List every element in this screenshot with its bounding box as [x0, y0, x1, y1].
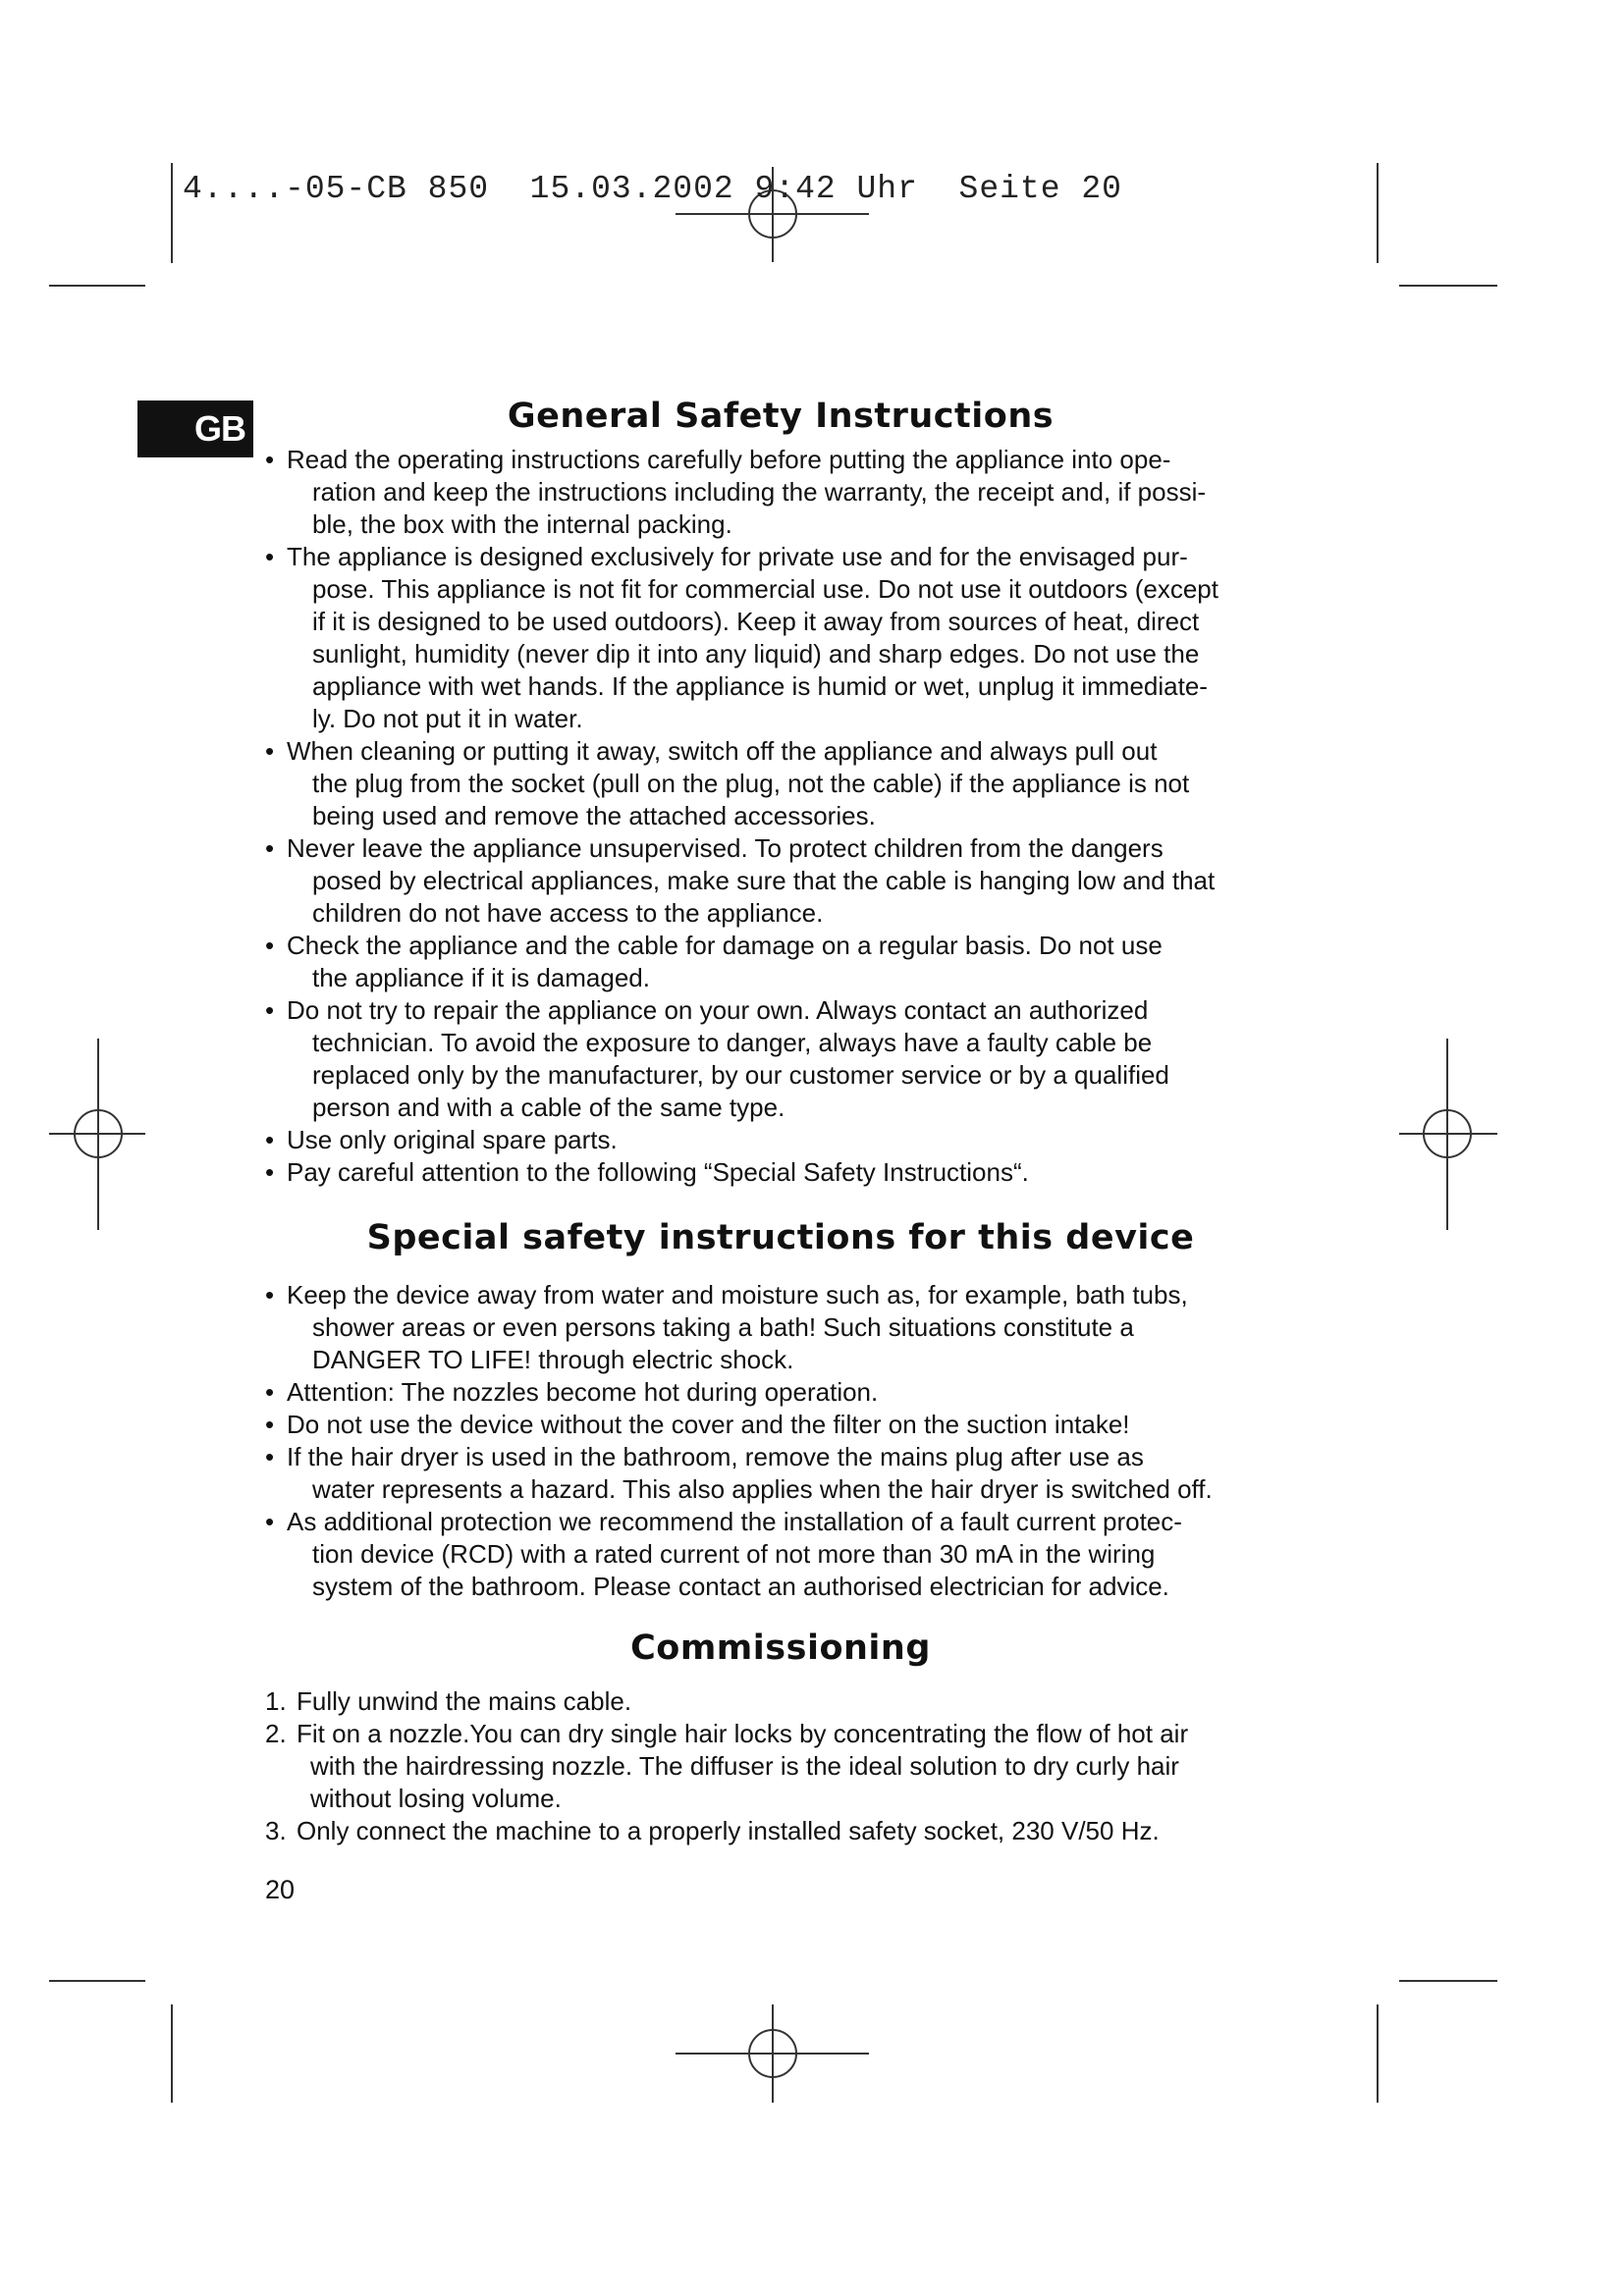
bullet-icon: • — [265, 542, 275, 571]
language-tab: GB — [137, 400, 253, 457]
registration-mark-left — [49, 1039, 145, 1230]
list-item — [265, 1409, 1296, 1441]
item-first-line: Never leave the appliance unsupervised. To protect children from the dangers — [287, 833, 1164, 863]
bullet-icon: • — [265, 1410, 275, 1439]
item-first-line: Use only original spare parts. — [287, 1125, 618, 1154]
item-first-line: Only connect the machine to a properly installed safety socket, 230 V/50 Hz. — [297, 1816, 1160, 1845]
item-first-line: Do not try to repair the appliance on your own. Always contact an authorized — [287, 995, 1149, 1025]
list-item — [265, 1506, 1296, 1603]
list-item — [265, 1376, 1296, 1409]
item-first-line: As additional protection we recommend the installation of a fault current protec- — [287, 1507, 1182, 1536]
step-number: 3. — [265, 1816, 287, 1845]
list-item — [265, 994, 1296, 1124]
list-item — [265, 541, 1296, 735]
list-item — [265, 444, 1296, 541]
item-continuation: posed by electrical appliances, make sure that the cable is hanging low and that children do not have access to the appliance. — [312, 866, 1216, 928]
item-first-line: If the hair dryer is used in the bathroom, remove the mains plug after use as — [287, 1442, 1144, 1471]
special-safety-list — [265, 1279, 1296, 1603]
item-continuation: technician. To avoid the exposure to danger, always have a faulty cable be replaced only by the manufacturer, by our customer service or by a qualified person and with a cable of the same type. — [312, 1028, 1169, 1122]
item-first-line: Keep the device away from water and moisture such as, for example, bath tubs, — [287, 1280, 1188, 1309]
bullet-icon: • — [265, 995, 275, 1025]
bullet-icon: • — [265, 1507, 275, 1536]
step-number: 1. — [265, 1686, 287, 1716]
registration-mark-right — [1399, 1039, 1497, 1230]
item-first-line: Fully unwind the mains cable. — [297, 1686, 632, 1716]
item-first-line: Fit on a nozzle.You can dry single hair locks by concentrating the flow of hot air — [297, 1719, 1189, 1748]
list-item — [265, 832, 1296, 930]
bullet-icon: • — [265, 1377, 275, 1407]
item-continuation: ration and keep the instructions including the warranty, the receipt and, if possi- ble, the box with the internal packing. — [312, 477, 1207, 539]
bullet-icon: • — [265, 931, 275, 960]
list-item — [265, 1279, 1296, 1376]
item-first-line: Pay careful attention to the following “Special Safety Instructions“. — [287, 1157, 1029, 1187]
step-number: 2. — [265, 1719, 287, 1748]
bullet-icon: • — [265, 445, 275, 474]
bullet-icon: • — [265, 1125, 275, 1154]
item-first-line: The appliance is designed exclusively for private use and for the envisaged pur- — [287, 542, 1188, 571]
general-safety-list — [265, 444, 1296, 1189]
commissioning-steps — [265, 1685, 1296, 1847]
special-safety-heading: Special safety instructions for this device — [366, 1218, 1195, 1257]
item-first-line: Do not use the device without the cover and the filter on the suction intake! — [287, 1410, 1130, 1439]
item-first-line: Read the operating instructions carefully before putting the appliance into ope- — [287, 445, 1171, 474]
list-item — [265, 1441, 1296, 1506]
general-safety-heading: General Safety Instructions — [507, 397, 1055, 436]
item-continuation: with the hairdressing nozzle. The diffuser is the ideal solution to dry curly hair without losing volume. — [310, 1751, 1179, 1813]
item-first-line: When cleaning or putting it away, switch off the appliance and always pull out — [287, 736, 1158, 766]
bullet-icon: • — [265, 833, 275, 863]
item-continuation: shower areas or even persons taking a bath! Such situations constitute a DANGER TO LIFE! through electric shock. — [312, 1312, 1134, 1374]
item-continuation: water represents a hazard. This also applies when the hair dryer is switched off. — [312, 1474, 1213, 1504]
bullet-icon: • — [265, 736, 275, 766]
item-continuation: tion device (RCD) with a rated current of not more than 30 mA in the wiring system of the bathroom. Please contact an authorised electrician for advice. — [312, 1539, 1169, 1601]
item-continuation: the appliance if it is damaged. — [312, 963, 650, 992]
item-first-line: Check the appliance and the cable for damage on a regular basis. Do not use — [287, 931, 1163, 960]
commissioning-heading: Commissioning — [630, 1629, 931, 1668]
item-continuation: the plug from the socket (pull on the plug, not the cable) if the appliance is not being used and remove the attached accessories. — [312, 769, 1190, 830]
list-item — [265, 1156, 1296, 1189]
list-item — [265, 930, 1296, 994]
item-first-line: Attention: The nozzles become hot during operation. — [287, 1377, 879, 1407]
page-content — [265, 389, 1296, 1847]
bullet-icon: • — [265, 1280, 275, 1309]
bullet-icon: • — [265, 1442, 275, 1471]
commissioning-step — [265, 1815, 1296, 1847]
commissioning-step — [265, 1718, 1296, 1815]
commissioning-step — [265, 1685, 1296, 1718]
item-continuation: pose. This appliance is not fit for commercial use. Do not use it outdoors (except if it is designed to be used outdoors). Keep it away from sources of heat, direct sunlight, humidity (never dip it into any liquid) and sharp edges. Do not use the appliance with wet hands. If the appliance is humid or wet, unplug it immediate- ly. Do not put it in water. — [312, 574, 1218, 733]
print-slug-line: 4....-05-CB 850 15.03.2002 9:42 Uhr Seite 20 — [183, 171, 1122, 207]
list-item — [265, 1124, 1296, 1156]
bullet-icon: • — [265, 1157, 275, 1187]
list-item — [265, 735, 1296, 832]
page-number: 20 — [265, 1875, 296, 1904]
registration-mark-bottom — [676, 2004, 869, 2103]
